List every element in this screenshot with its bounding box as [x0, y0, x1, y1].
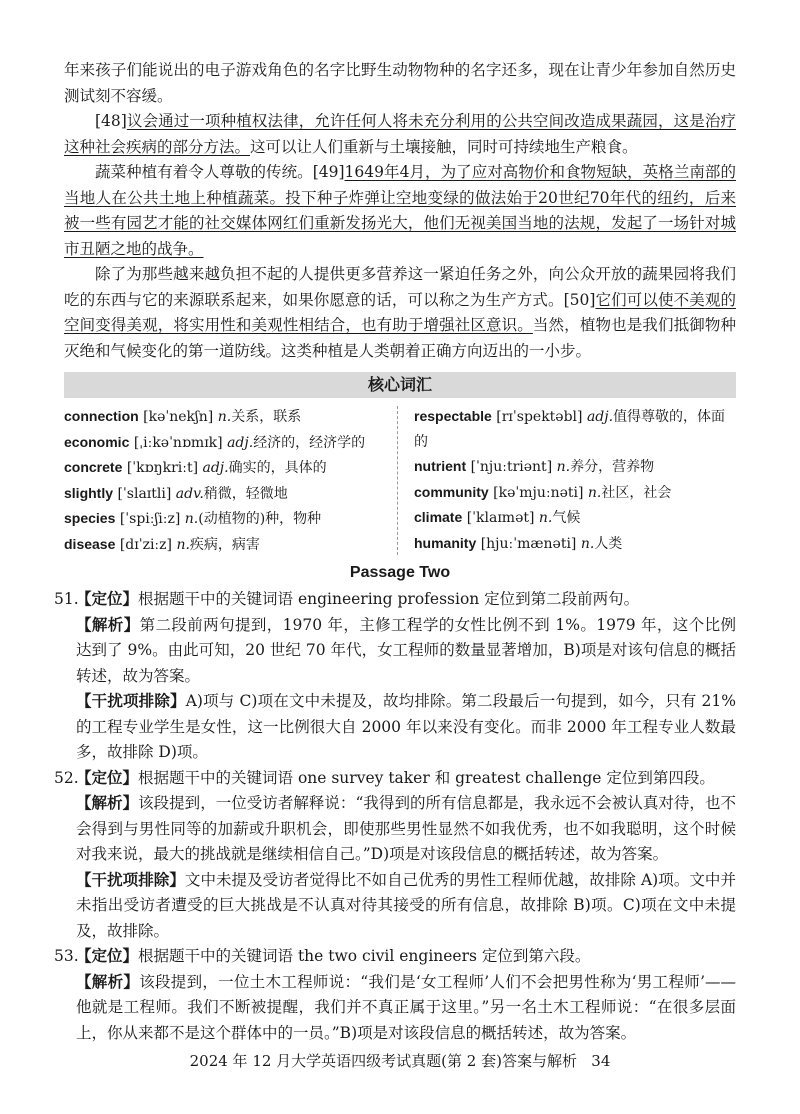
vocab-meaning: (动植物的)种，物种	[198, 511, 322, 527]
question-51-analysis	[76, 613, 736, 690]
vocab-entry	[64, 481, 399, 507]
vocab-pos: n.	[538, 510, 553, 526]
question-52-analysis	[76, 791, 736, 868]
paragraph-4-rest: 当然，植物也是我们抵御物种灭绝和气候变化的第一道防线。这类种植是人类朝着正确方向迈出的一小步。	[64, 316, 736, 360]
vocab-ipa: [rɪˈspektəbl]	[496, 409, 583, 425]
vocab-entry	[414, 404, 736, 454]
analysis-text: 该段提到，一位土木工程师说：“我们是‘女工程师’人们不会把男性称为‘男工程师’——他就是工程师。我们不断被提醒，我们并不真正属于这里。”另一名土木工程师说：“在很多层面上，你从来都不是这个群体中的一员。”B)项是对该段信息的概括转述，故为答案。	[76, 972, 736, 1042]
question-number: 51.	[54, 590, 79, 608]
locate-tag: 【定位】	[76, 768, 139, 787]
vocab-ipa: [ˈslaɪtli]	[117, 485, 172, 502]
vocab-ipa: [ˈkɒŋkriːt]	[126, 460, 199, 476]
vocab-word: nutrient	[414, 458, 467, 474]
passage-two-title: Passage Two	[349, 564, 451, 581]
question-53-analysis	[76, 970, 736, 1047]
footer-title: 2024 年 12 月大学英语四级考试真题(第 2 套)答案与解析	[189, 1052, 577, 1070]
vocab-section-title: 核心词汇	[64, 372, 736, 398]
question-51-distractor	[76, 689, 736, 766]
paragraph-2-rest: 这可以让人们重新与土壤接触，同时可持续地生产粮食。	[250, 137, 638, 156]
vocab-divider	[397, 406, 398, 555]
analysis-tag: 【解析】	[76, 615, 140, 634]
vocab-meaning: 人类	[594, 535, 623, 552]
locate-tag: 【定位】	[76, 947, 139, 965]
vocab-entry	[64, 430, 399, 456]
vocab-meaning: 疾病，病害	[189, 536, 260, 553]
vocab-entry	[64, 455, 399, 481]
vocab-meaning: 社区，社会	[601, 484, 672, 501]
vocab-meaning: 气候	[552, 510, 581, 526]
vocab-word: concrete	[64, 459, 123, 475]
passage-one-paragraph-4	[64, 262, 736, 364]
paragraph-3-start: 蔬菜种植有着令人尊敬的传统。	[95, 163, 313, 181]
vocab-column-left	[64, 404, 399, 557]
distractor-text: 文中未提及受访者觉得比不如自己优秀的男性工程师优越，故排除 A)项。文中并未指出受访者遭受的巨大挑战是不认真对待其接受的所有信息，故排除 B)项。C)项在文中未提及，故排除。	[76, 870, 736, 940]
vocab-pos: adj.	[202, 460, 229, 476]
page-number: 34	[591, 1052, 611, 1070]
translation-48: 议会通过一项种植权法律，允许任何人将未充分利用的公共空间改造成果蔬园，这是治疗这种社会疾病的部分方法。	[64, 112, 736, 156]
vocab-ipa: [hjuːˈmænəti]	[480, 535, 577, 552]
distractor-tag: 【干扰项排除】	[76, 692, 186, 710]
vocab-pos: n.	[217, 409, 232, 425]
answer-page	[54, 58, 736, 1046]
vocab-entry	[64, 404, 399, 430]
vocab-word: slightly	[64, 484, 114, 501]
question-53	[54, 944, 736, 1046]
page-footer	[0, 1050, 800, 1071]
question-51-locate	[54, 587, 736, 613]
vocab-word: community	[414, 483, 489, 500]
vocab-meaning: 经济的，经济学的	[253, 434, 366, 451]
question-51	[54, 587, 736, 766]
vocab-list	[64, 404, 736, 557]
question-number: 53.	[54, 947, 79, 965]
vocab-pos: n.	[556, 459, 571, 475]
vocab-word: disease	[64, 535, 116, 552]
question-53-locate	[54, 944, 736, 970]
marker-48: [48]	[95, 112, 127, 130]
vocab-meaning: 关系，联系	[231, 409, 302, 425]
vocab-ipa: [ˈnjuːtriənt]	[470, 459, 553, 475]
vocab-pos: adj.	[586, 409, 614, 425]
translation-50: 它们可以使不美观的空间变得美观，将实用性和美观性相结合，也有助于增强社区意识。	[64, 290, 736, 334]
vocab-meaning: 确实的，具体的	[228, 460, 327, 476]
vocab-pos: adv.	[175, 485, 204, 502]
passage-one-paragraph-2	[64, 109, 736, 160]
vocab-column-right	[414, 404, 736, 557]
vocab-entry	[64, 532, 399, 558]
vocab-ipa: [ˈklaɪmət]	[466, 510, 535, 526]
question-52-distractor	[76, 868, 736, 945]
marker-49: [49]	[312, 163, 345, 181]
vocab-entry	[64, 506, 399, 532]
locate-tag: 【定位】	[76, 590, 139, 608]
analysis-text: 第二段前两句提到，1970 年，主修工程学的女性比例不到 1%。1979 年，这个比例达到了 9%。由此可知，20 世纪 70 年代，女工程师的数量显著增加，B)项是对该句信息的概括转述，故为答案。	[76, 615, 736, 685]
vocab-meaning: 值得尊敬的，体面的	[414, 409, 726, 450]
vocab-ipa: [kəˈnekʃn]	[143, 409, 214, 425]
vocab-entry	[414, 505, 736, 531]
vocab-pos: adj.	[227, 434, 254, 451]
passage-one-paragraph-3	[64, 160, 736, 262]
analysis-tag: 【解析】	[76, 794, 139, 812]
vocab-word: species	[64, 510, 116, 526]
locate-text: 根据题干中的关键词语 one survey taker 和 greatest challenge 定位到第四段。	[138, 768, 715, 787]
question-number: 52.	[54, 768, 79, 787]
vocab-pos: n.	[176, 536, 190, 553]
translation-49: 1649年4月，为了应对高物价和食物短缺，英格兰南部的当地人在公共土地上种植蔬菜。投下种子炸弹让空地变绿的做法始于20世纪70年代的纽约，后来被一些有园艺才能的社交媒体网红们重新发扬光大，他们无视美国当地的法规，发起了一场针对城市丑陋之地的战争。	[64, 163, 736, 258]
distractor-text: A)项与 C)项在文中未提及，故均排除。第二段最后一句提到，如今，只有 21% 的工程专业学生是女性，这一比例很大自 2000 年以来没有变化。而非 2000 年工程专业人数最多，故排除 D)项。	[76, 692, 736, 761]
distractor-tag: 【干扰项排除】	[76, 870, 185, 889]
analysis-text: 该段提到，一位受访者解释说：“我得到的所有信息都是，我永远不会被认真对待，也不会得到与男性同等的加薪或升职机会，即使那些男性显然不如我优秀，也不如我聪明，这个时候对我来说，最大的挑战就是继续相信自己。”D)项是对该段信息的概括转述，故为答案。	[76, 794, 736, 863]
vocab-pos: n.	[587, 484, 602, 501]
question-52	[54, 766, 736, 945]
question-52-locate	[54, 766, 736, 792]
vocab-entry	[414, 531, 736, 557]
marker-50: [50]	[563, 290, 596, 309]
vocab-pos: n.	[580, 535, 595, 552]
vocab-ipa: [kəˈmjuːnəti]	[493, 484, 584, 501]
vocab-entry	[414, 480, 736, 506]
vocab-meaning: 稍微，轻微地	[203, 485, 288, 502]
vocab-word: connection	[64, 408, 139, 424]
vocab-ipa: [ˌiːkəˈnɒmɪk]	[133, 434, 223, 451]
vocab-word: climate	[414, 509, 463, 525]
vocab-pos: n.	[184, 511, 199, 527]
locate-text: 根据题干中的关键词语 engineering profession 定位到第二段前两句。	[138, 590, 640, 608]
vocab-entry	[414, 454, 736, 480]
vocab-word: respectable	[414, 408, 492, 424]
paragraph-4-start: 除了为那些越来越负担不起的人提供更多营养这一紧迫任务之外，向公众开放的蔬果园将我们吃的东西与它的来源联系起来，如果你愿意的话，可以称之为生产方式。	[64, 265, 736, 309]
vocab-ipa: [dɪˈziːz]	[119, 536, 172, 553]
vocab-word: economic	[64, 433, 130, 450]
locate-text: 根据题干中的关键词语 the two civil engineers 定位到第六段。	[138, 947, 591, 965]
vocab-ipa: [ˈspiːʃiːz]	[119, 511, 181, 527]
vocab-meaning: 养分，营养物	[570, 459, 655, 475]
analysis-tag: 【解析】	[76, 972, 140, 991]
passage-one-paragraph-1: 年来孩子们能说出的电子游戏角色的名字比野生动物物种的名字还多，现在让青少年参加自然历史测试刻不容缓。	[64, 61, 736, 105]
vocab-word: humanity	[414, 534, 477, 551]
